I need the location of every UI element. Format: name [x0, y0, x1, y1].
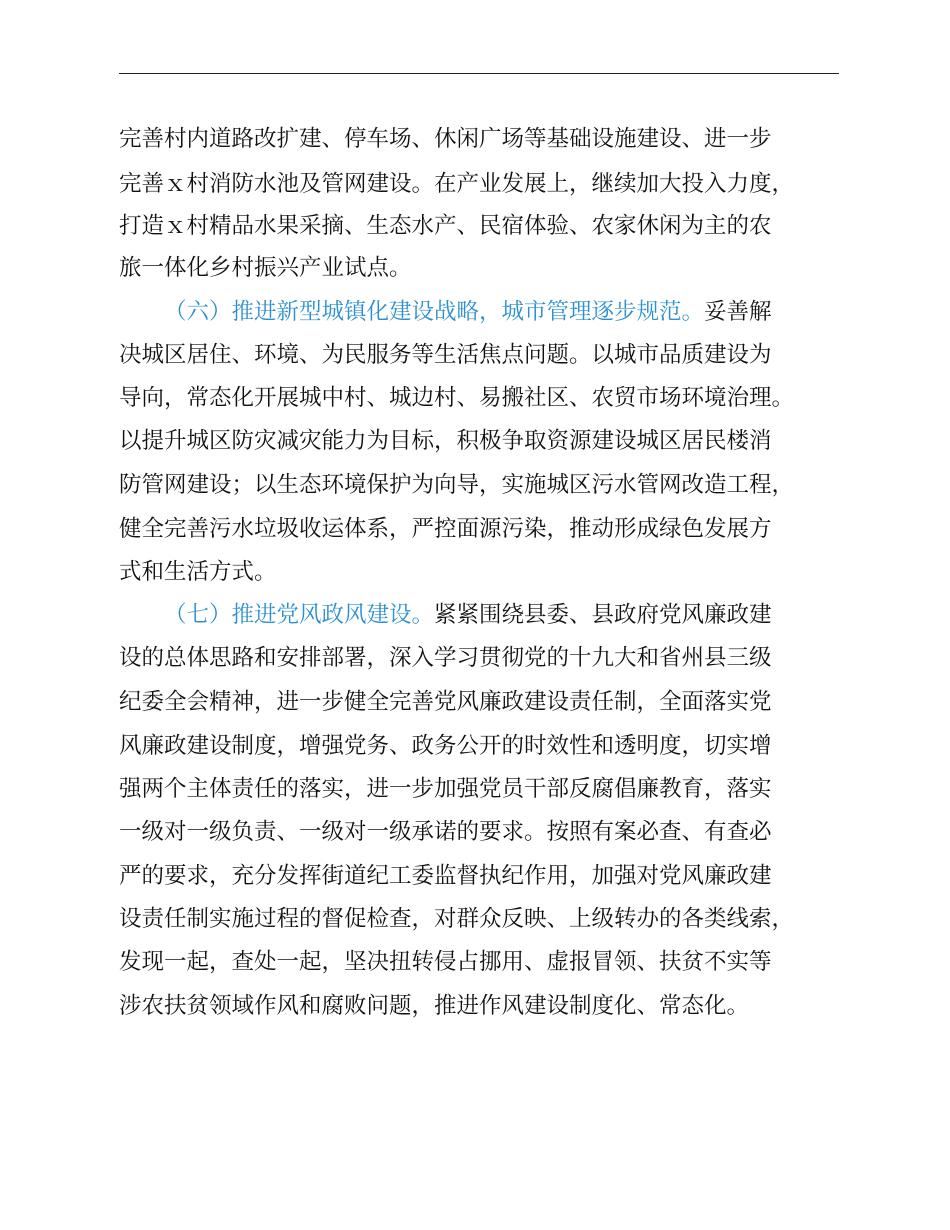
text-line: 发现一起，查处一起，坚决扭转侵占挪用、虚报冒领、扶贫不实等: [119, 949, 772, 975]
section-heading-seven: （七）推进党风政风建设。: [164, 602, 435, 628]
text-line: 以提升城区防灾减灾能力为目标，积极争取资源建设城区居民楼消: [119, 428, 772, 454]
text-line: 旅一体化乡村振兴产业试点。: [119, 255, 412, 281]
text-line: 防管网建设；以生态环境保护为向导，实施城区污水管网改造工程，: [119, 472, 795, 498]
text-line: 打造ｘ村精品水果采摘、生态水产、民宿体验、农家休闲为主的农: [119, 213, 772, 239]
text-line: 风廉政建设制度，增强党务、政务公开的时效性和透明度，切实增: [119, 733, 772, 759]
section-heading-six: （六）推进新型城镇化建设战略，城市管理逐步规范。: [164, 299, 705, 325]
text-line: 严的要求，充分发挥街道纪工委监督执纪作用，加强对党风廉政建: [119, 863, 772, 889]
text-line: 式和生活方式。: [119, 559, 277, 585]
text-line: 完善村内道路改扩建、停车场、休闲广场等基础设施建设、进一步: [119, 126, 772, 152]
text-line: 强两个主体责任的落实，进一步加强党员干部反腐倡廉教育，落实: [119, 776, 772, 802]
text-line: 设的总体思路和安排部署，深入学习贯彻党的十九大和省州县三级: [119, 645, 772, 671]
paragraph-seven-first-line: [164, 600, 879, 630]
text-line: 一级对一级负责、一级对一级承诺的要求。按照有案必查、有查必: [119, 819, 772, 845]
text-line: 纪委全会精神，进一步健全完善党风廉政建设责任制，全面落实党: [119, 689, 772, 715]
header-rule: [119, 73, 839, 74]
text-line: 完善ｘ村消防水池及管网建设。在产业发展上，继续加大投入力度，: [119, 171, 795, 197]
paragraph-six-first-line: [164, 297, 879, 327]
text-line: 导向，常态化开展城中村、城边村、易搬社区、农贸市场环境治理。: [119, 385, 795, 411]
text-line: 涉农扶贫领域作风和腐败问题，推进作风建设制度化、常态化。: [119, 993, 750, 1019]
text-line: 设责任制实施过程的督促检查，对群众反映、上级转办的各类线索，: [119, 906, 795, 932]
text-line: 决城区居住、环境、为民服务等生活焦点问题。以城市品质建设为: [119, 342, 772, 368]
text-run: 妥善解: [704, 299, 772, 325]
text-run: 紧紧围绕县委、县政府党风廉政建: [434, 602, 772, 628]
text-line: 健全完善污水垃圾收运体系，严控面源污染，推动形成绿色发展方: [119, 516, 772, 542]
